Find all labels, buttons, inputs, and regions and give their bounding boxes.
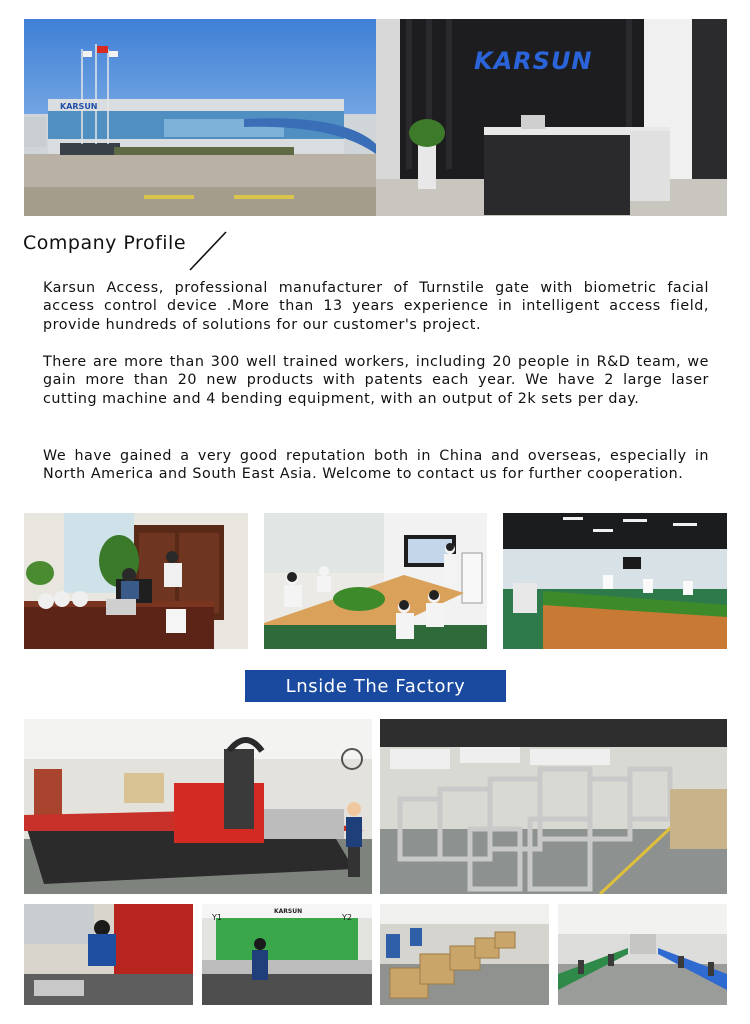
machine-plate: KARSUN: [274, 908, 303, 915]
profile-paragraph-3: We have gained a very good reputation both in China and overseas, especially in North America and South East Asia. Welcome to contact us for further cooperation.: [43, 448, 709, 483]
building-sign-text: KARSUN: [60, 102, 98, 111]
machine-label-y2: Y2: [342, 913, 352, 922]
heading-slash-decoration: [188, 230, 228, 272]
factory-banner: Lnside The Factory: [245, 670, 506, 702]
bending-machine-photo-1: [24, 904, 193, 1005]
office-photo-3: [503, 513, 727, 649]
laser-cutter-photo: [24, 719, 372, 894]
building-exterior-photo: [24, 19, 376, 216]
office-photo-2: [264, 513, 487, 649]
warehouse-boxes-photo: [380, 904, 549, 1005]
office-photo-1: [24, 513, 248, 649]
lobby-logo-text: KARSUN: [474, 47, 593, 75]
bending-machine-photo-2: [202, 904, 372, 1005]
turnstile-assembly-photo: [380, 719, 727, 894]
profile-paragraph-1: Karsun Access, professional manufacturer of Turnstile gate with biometric facial access control device .More than 13 years experience in intelligent access field, provide hundreds of solutions for our customer's project.: [43, 280, 709, 333]
company-profile-heading: Company Profile: [23, 232, 187, 254]
profile-paragraph-2: There are more than 300 well trained workers, including 20 people in R&D team, we gain more than 20 new products with patents each year. We have 2 large laser cutting machine and 4 bending equipment, with an output of 2k sets per day.: [43, 354, 709, 407]
lobby-photo: [376, 19, 727, 216]
production-line-photo: [558, 904, 727, 1005]
machine-label-y1: Y1: [212, 913, 222, 922]
